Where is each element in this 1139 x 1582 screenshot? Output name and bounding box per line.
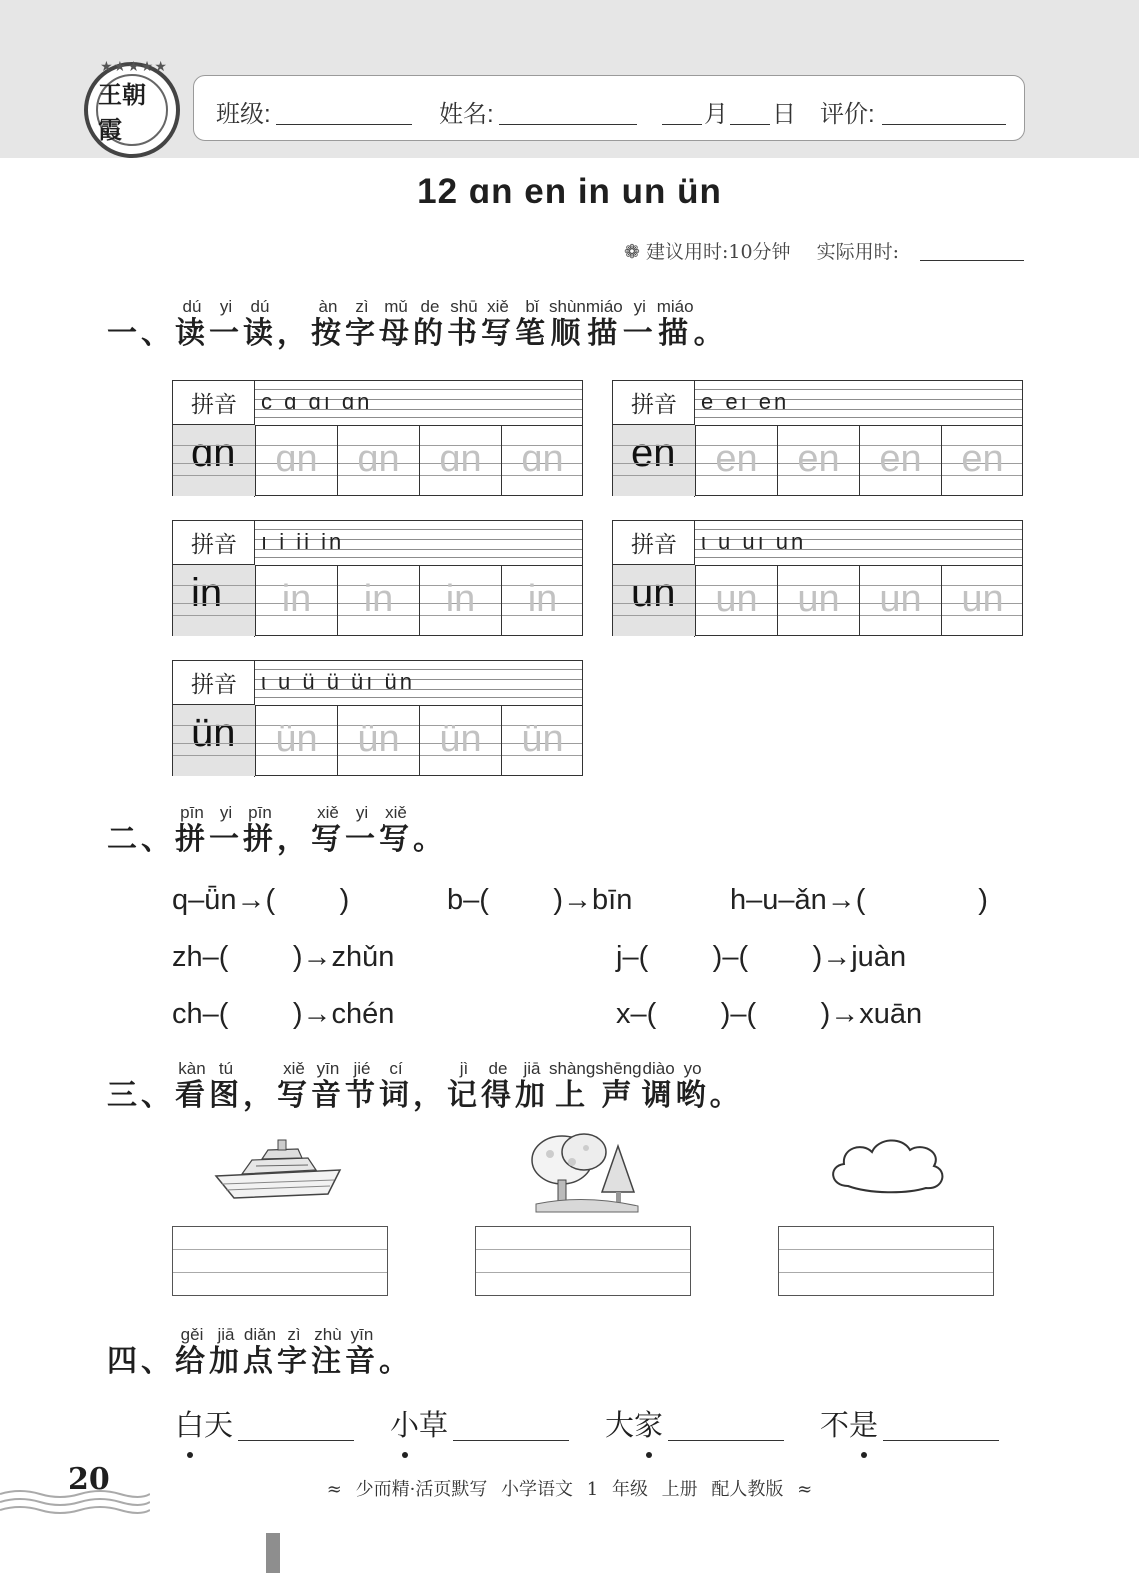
class-field[interactable] (276, 124, 412, 125)
name-field[interactable] (499, 124, 637, 125)
word-1-char-1: 白 (175, 1403, 204, 1444)
stroke-order: ı i ii in (261, 529, 345, 554)
title-char: 写xiě (481, 297, 515, 351)
exercise-1: q–ǖn→( ) (172, 884, 350, 916)
word-1-char-2: 天 (204, 1408, 234, 1442)
title-char: 图tú (209, 1059, 243, 1113)
actual-time-field[interactable] (920, 260, 1024, 261)
pinyin-grid-2 (612, 380, 1023, 496)
trace-cell[interactable] (419, 565, 501, 636)
eval-label: 评价: (820, 101, 875, 128)
title-char: 一yi (209, 297, 243, 351)
word-3 (605, 1403, 663, 1444)
trace-letter: ün (521, 718, 564, 760)
title-char: 。 (693, 316, 728, 351)
title-char: 一yi (209, 803, 243, 857)
trace-cell[interactable] (941, 565, 1023, 636)
title-char: 的de (413, 297, 447, 351)
trace-cell[interactable] (255, 565, 337, 636)
grid-head (613, 521, 695, 637)
title-char: 节jié (345, 1059, 379, 1113)
title-char: 音yīn (311, 1059, 345, 1113)
time-info (624, 237, 899, 264)
word-2-char-2: 草 (419, 1408, 449, 1442)
pinyin-grid-4 (612, 520, 1023, 636)
trace-cell[interactable] (695, 425, 777, 496)
title-char: 一yi (622, 297, 657, 351)
trace-cell[interactable] (777, 425, 859, 496)
title-char: 顺shùn (549, 297, 586, 351)
word-3-char-1: 大 (605, 1408, 635, 1442)
grid-sample-letter: ɑn (191, 431, 236, 475)
grid-head (173, 381, 255, 497)
forest-icon (526, 1132, 642, 1218)
title-char: 拼pīn (175, 803, 209, 857)
trace-cell[interactable] (337, 425, 419, 496)
trace-cell[interactable] (501, 565, 583, 636)
grid-label: 拼音 (173, 521, 255, 565)
section-number: 四、 (107, 1344, 175, 1379)
grid-label: 拼音 (613, 381, 695, 425)
trace-letter: en (715, 438, 758, 480)
title-char: 书shū (447, 297, 481, 351)
section-1-title (107, 298, 728, 352)
month-field[interactable] (662, 124, 702, 125)
word-3-char-2: 家 (634, 1403, 663, 1444)
trace-cell[interactable] (419, 705, 501, 776)
publisher-logo (84, 58, 180, 158)
word-2 (390, 1403, 448, 1444)
title-char: ， (277, 316, 311, 351)
grid-label: 拼音 (173, 661, 255, 705)
exercise-4: zh–( )→zhǔn (172, 941, 395, 973)
trace-letter: un (715, 578, 758, 620)
ship-icon (212, 1136, 348, 1202)
pinyin-grid-3 (172, 520, 583, 636)
trace-letter: en (879, 438, 922, 480)
title-char: 记jì (447, 1059, 481, 1113)
title-char: 字zì (345, 297, 379, 351)
trace-cell[interactable] (941, 425, 1023, 496)
trace-letter: un (797, 578, 840, 620)
grid-label: 拼音 (613, 521, 695, 565)
title-char: 写xiě (277, 1059, 311, 1113)
title-char: 写xiě (379, 803, 413, 857)
lesson-title: 12 ɑn en in un ün (417, 172, 722, 211)
trace-cell[interactable] (859, 425, 941, 496)
day-field[interactable] (730, 124, 770, 125)
title-char: ， (277, 822, 311, 857)
trace-letter: en (961, 438, 1004, 480)
title-char: 得de (481, 1059, 515, 1113)
section-number: 二、 (107, 822, 175, 857)
title-char: ， (413, 1078, 447, 1113)
title-char: 看kàn (175, 1059, 209, 1113)
trace-letter: in (527, 578, 558, 620)
logo-stars-icon: ★★★★★ (100, 58, 168, 74)
trace-cell[interactable] (501, 705, 583, 776)
title-char: 上shàng (549, 1059, 596, 1113)
word-1 (175, 1403, 233, 1444)
class-label: 班级: (216, 101, 271, 128)
trace-cell[interactable] (255, 705, 337, 776)
grid-sample-letter: in (191, 571, 223, 615)
grid-sample-letter: en (631, 431, 676, 475)
title-char: 词cí (379, 1059, 413, 1113)
title-char: 拼pīn (243, 803, 277, 857)
title-char: 按àn (311, 297, 345, 351)
word-4 (820, 1403, 878, 1444)
day-label: 日 (772, 101, 796, 128)
section-2-title (107, 804, 447, 858)
title-char: 母mǔ (379, 297, 413, 351)
exercise-3: h–u–ǎn→( ) (730, 884, 988, 916)
title-char: 给gěi (175, 1325, 209, 1379)
trace-letter: ɑn (439, 438, 482, 480)
trace-cell[interactable] (255, 425, 337, 496)
trace-cell[interactable] (777, 565, 859, 636)
answer-box-forest[interactable] (475, 1226, 691, 1296)
suggested-time: 建议用时:10分钟 (645, 241, 791, 263)
trace-cell[interactable] (695, 565, 777, 636)
title-char: 字zì (277, 1325, 311, 1379)
section-4-title (107, 1326, 413, 1380)
trace-cell[interactable] (501, 425, 583, 496)
trace-letter: ɑn (275, 438, 318, 480)
word-4-char-2: 是 (849, 1403, 878, 1444)
title-char: 加jiā (209, 1325, 243, 1379)
exercise-2: b–( )→bīn (447, 884, 633, 916)
title-char: 写xiě (311, 803, 345, 857)
name-label: 姓名: (439, 101, 494, 128)
clock-icon: ❁ (624, 241, 640, 263)
trace-letter: in (281, 578, 312, 620)
title-char: 注zhù (311, 1325, 345, 1379)
trace-cell[interactable] (337, 705, 419, 776)
pinyin-grid-1 (172, 380, 583, 496)
answer-line-2[interactable] (453, 1440, 569, 1441)
emphasis-dot-icon (187, 1452, 193, 1458)
title-char: 描miáo (656, 297, 694, 351)
title-char: 音yīn (345, 1325, 379, 1379)
answer-line-4[interactable] (883, 1440, 999, 1441)
trace-letter: ün (275, 718, 318, 760)
title-char: 读dú (243, 297, 277, 351)
answer-line-3[interactable] (668, 1440, 784, 1441)
student-info-box (193, 75, 1025, 141)
trace-letter: un (879, 578, 922, 620)
word-2-char-1: 小 (390, 1403, 419, 1444)
title-char: 哟yo (675, 1059, 710, 1113)
eval-field[interactable] (882, 124, 1006, 125)
section-number: 一、 (107, 316, 175, 351)
stroke-order: ι u uı un (701, 529, 807, 554)
trace-letter: ün (357, 718, 400, 760)
logo-text: 王朝霞 (96, 74, 168, 146)
actual-time-label: 实际用时: (816, 241, 900, 263)
month-label: 月 (704, 101, 728, 128)
grid-sample-letter: ün (191, 711, 236, 755)
trace-letter: ün (439, 718, 482, 760)
grid-head (613, 381, 695, 497)
stroke-order: c ɑ ɑı ɑn (261, 389, 373, 414)
section-3-title (107, 1060, 744, 1114)
page-number: 20 (68, 1462, 110, 1497)
exercise-5: j–( )–( )→juàn (616, 941, 907, 973)
grid-label: 拼音 (173, 381, 255, 425)
title-char: 。 (413, 822, 447, 857)
grid-head (173, 661, 255, 777)
title-char: 。 (709, 1078, 744, 1113)
title-char: 。 (379, 1344, 413, 1379)
answer-box-cloud[interactable] (778, 1226, 994, 1296)
footer-text: ≈ 少而精·活页默写 小学语文 1 年级 上册 配人教版 ≈ (326, 1479, 813, 1500)
title-char: 声shēng (595, 1059, 642, 1113)
pinyin-grid-5 (172, 660, 583, 776)
emphasis-dot-icon (402, 1452, 408, 1458)
trace-letter: ɑn (357, 438, 400, 480)
trace-letter: un (961, 578, 1004, 620)
page-tab-marker (266, 1533, 280, 1573)
trace-letter: in (445, 578, 476, 620)
trace-cell[interactable] (859, 565, 941, 636)
trace-letter: en (797, 438, 840, 480)
section-number: 三、 (107, 1078, 175, 1113)
title-char: 加jiā (515, 1059, 549, 1113)
title-char: 笔bǐ (515, 297, 549, 351)
emphasis-dot-icon (646, 1452, 652, 1458)
trace-letter: ɑn (521, 438, 564, 480)
title-char: 调diào (641, 1059, 676, 1113)
stroke-order: ι u ü ü üı ün (261, 669, 415, 694)
answer-line-1[interactable] (238, 1440, 354, 1441)
grid-sample-letter: un (631, 571, 676, 615)
trace-letter: in (363, 578, 394, 620)
exercise-6: ch–( )→chén (172, 998, 395, 1030)
trace-cell[interactable] (337, 565, 419, 636)
title-char: 读dú (175, 297, 209, 351)
cloud-icon (826, 1134, 948, 1198)
title-char: 一yi (345, 803, 379, 857)
stroke-order: e eı en (701, 389, 790, 414)
trace-cell[interactable] (419, 425, 501, 496)
answer-box-ship[interactable] (172, 1226, 388, 1296)
grid-head (173, 521, 255, 637)
title-char: 点diǎn (243, 1325, 277, 1379)
exercise-7: x–( )–( )→xuān (616, 998, 923, 1030)
emphasis-dot-icon (861, 1452, 867, 1458)
title-char: 描miáo (585, 297, 623, 351)
title-char: ， (243, 1078, 277, 1113)
word-4-char-1: 不 (820, 1408, 850, 1442)
